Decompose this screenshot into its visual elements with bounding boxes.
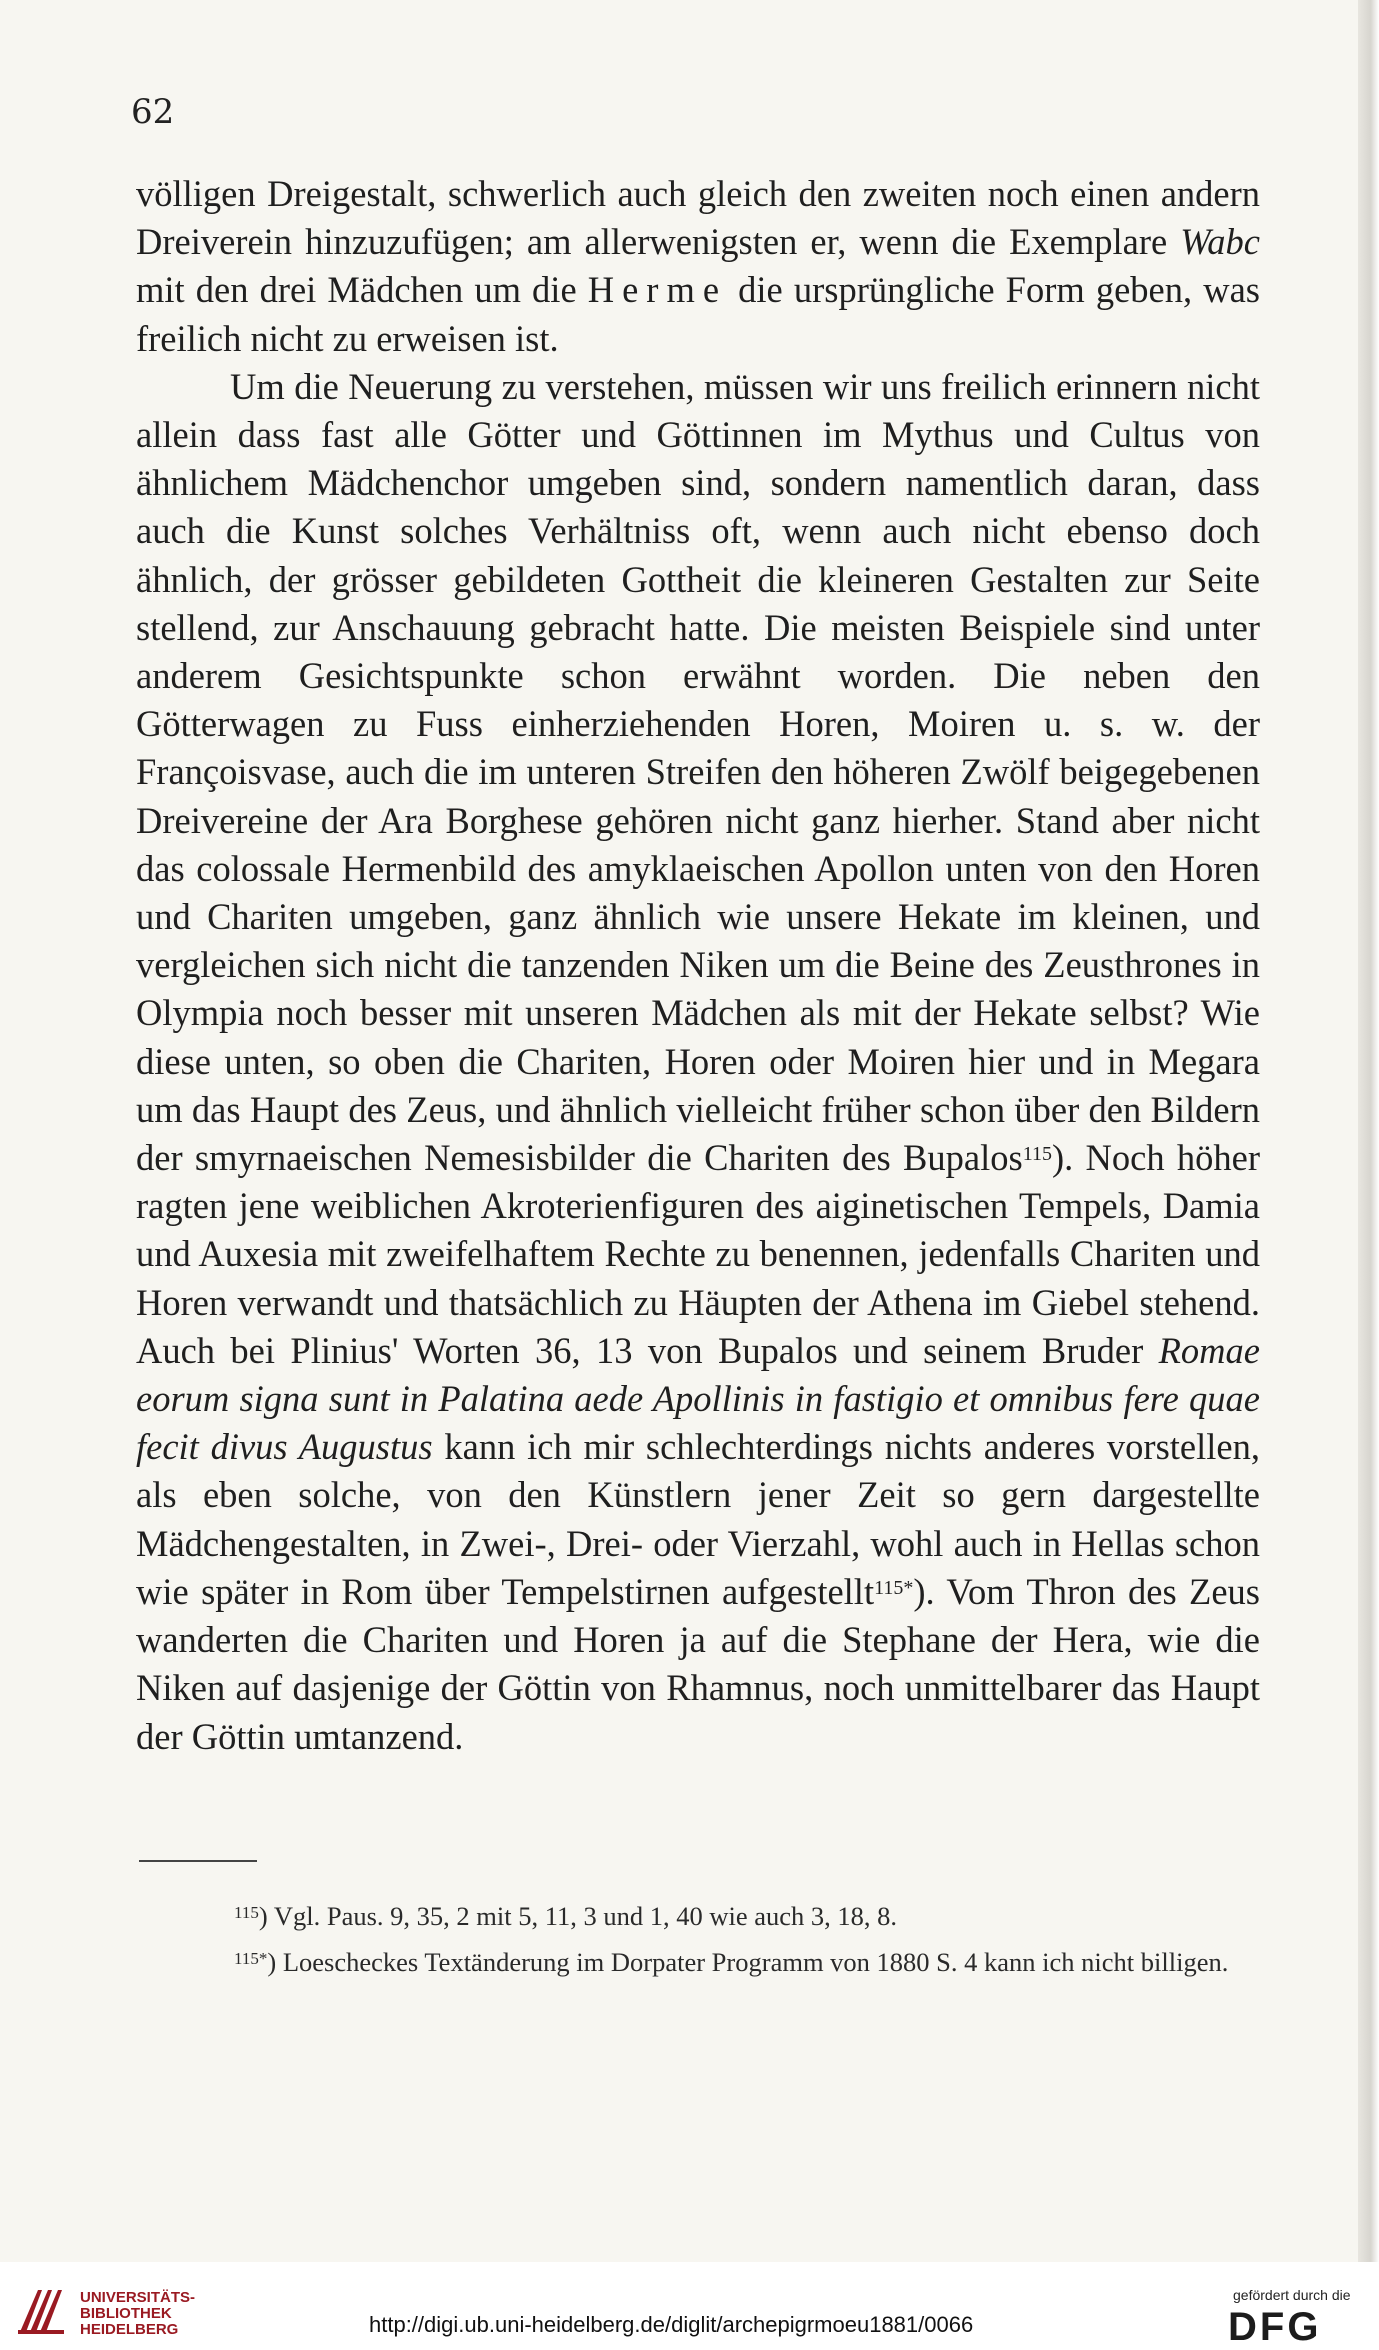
p1-spaced-herme: Herme [587,269,728,311]
page-number: 62 [131,92,175,132]
footnote-divider [139,1860,257,1862]
footnote-ref-115[interactable]: 115 [1022,1143,1052,1166]
p2-text-c: kann ich mir schlechterdings nichts anderes vorstellen, als eben solche, von den Künstlern jener Zeit so gern dargestellte Mädchengestalten, in Zwei-, Drei- oder Vierzahl, wohl auch in Hellas schon wie später in Rom über Tempelstirnen aufgestellt [136,1426,1260,1612]
dfg-logo: DFG [1228,2305,1322,2349]
footnote-ref-115-star[interactable]: 115* [874,1576,914,1599]
footnotes [136,1897,1260,1989]
funding-caption: gefördert durch die [1233,2287,1351,2303]
footnote-115-star [136,1943,1260,1981]
p1-italic-wabc: Wabc [1180,221,1260,263]
footnote-115 [136,1897,1260,1935]
library-line: BIBLIOTHEK [80,2305,172,2322]
p2-text-a: Um die Neuerung zu verstehen, müssen wir uns freilich erinnern nicht allein dass fast alle Götter und Göttinnen im Mythus und Cultus von ähnlichem Mädchenchor umgeben sind, sondern namentlich daran, dass auch die Kunst solches Verhältniss oft, wenn auch nicht ebenso doch ähnlich, der grösser gebildeten Gottheit die kleineren Gestalten zur Seite stellend, zur Anschauung gebracht hatte. Die meisten Beispiele sind unter anderem Gesichtspunkte schon erwähnt worden. Die neben den Götterwagen zu Fuss einherziehenden Horen, Moiren u. s. w. der Françoisvase, auch die im unteren Streifen den höheren Zwölf beigegebenen Dreivereine der Ara Borghese gehören nicht ganz hierher. Stand aber nicht das colossale Hermenbild des amyklaeischen Apollon unten von den Horen und Chariten umgeben, ganz ähnlich wie unsere Hekate im kleinen, und vergleichen sich nicht die tanzenden Niken um die Beine des Zeusthrones in Olympia noch besser mit unseren Mädchen als mit der Hekate selbst? Wie diese unten, so oben die Chariten, Horen oder Moiren hier und in Megara um das Haupt des Zeus, und ähnlich vielleicht früher schon über den Bildern der smyrnaeischen Nemesisbilder die Chariten des Bupalos [136,365,1260,1179]
body-text [136,170,1260,1761]
footnote-mark: 115* [234,1949,268,1968]
p1-text-c: die ursprüngliche Form geben, was freilich nicht zu erweisen ist. [136,269,1260,359]
p1-text-b: mit den drei Mädchen um die [136,269,588,311]
page-edge [1358,0,1379,2262]
p2-latin-quote: Romae eorum signa sunt in Palatina aede Apollinis in fastigio et omnibus fere quae fecit divus Augustus [136,1329,1260,1468]
footnote-text: ) Loescheckes Textänderung im Dorpater Programm von 1880 S. 4 kann ich nicht billigen. [267,1947,1229,1977]
source-url-link[interactable]: http://digi.ub.uni-heidelberg.de/diglit/archepigrmoeu1881/0066 [369,2312,974,2337]
p2-text-d: ). Vom Thron des Zeus wanderten die Chariten und Horen ja auf die Stephane der Hera, wie die Niken auf dasjenige der Göttin von Rhamnus, noch unmittelbarer das Haupt der Göttin umtanzend. [136,1570,1260,1757]
p1-text-a: völligen Dreigestalt, schwerlich auch gleich den zweiten noch einen andern Dreiverein hinzuzufügen; am allerwenigsten er, wenn die Exemplare [136,173,1260,263]
library-name [80,2290,195,2338]
paragraph-1 [136,170,1260,363]
footnote-text: ) Vgl. Paus. 9, 35, 2 mit 5, 11, 3 und 1, 40 wie auch 3, 18, 8. [258,1901,898,1931]
library-line: UNIVERSITÄTS- [80,2289,196,2306]
university-library-logo-icon [16,2286,76,2336]
paragraph-2 [136,363,1260,1761]
p2-text-b: ). Noch höher ragten jene weiblichen Akroterienfiguren des aiginetischen Tempels, Damia und Auxesia mit zweifelhaftem Rechte zu benennen, jedenfalls Chariten und Horen verwandt und thatsächlich zu Häupten der Athena im Giebel stehend. Auch bei Plinius' Worten 36, 13 von Bupalos und seinem Bruder [136,1137,1260,1371]
footnote-mark: 115 [234,1903,259,1922]
library-line: HEIDELBERG [80,2321,179,2338]
